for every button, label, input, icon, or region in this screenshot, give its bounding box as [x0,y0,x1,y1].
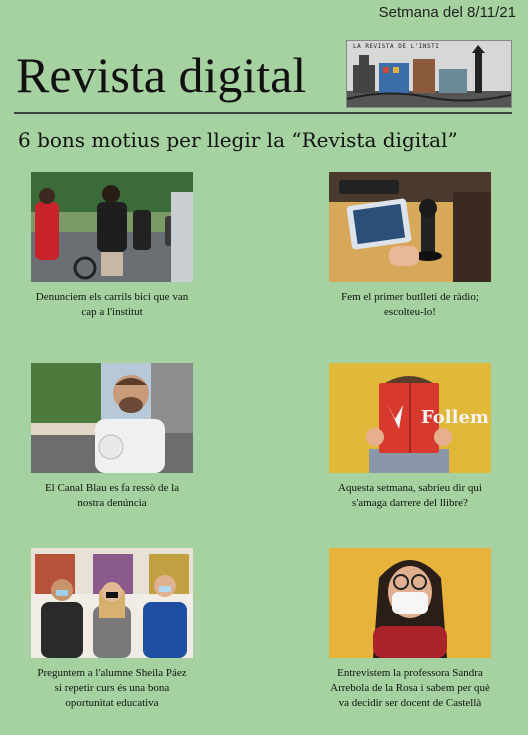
caption-line: si repetir curs és una bona [54,682,170,694]
article-caption-sandra-arrebola[interactable] [325,666,495,711]
article-photo-book[interactable] [329,363,491,473]
logo-skyline-illustration [347,41,511,107]
article-card-book[interactable] [325,363,495,511]
caption-line: Denunciem els carrils bici que van [35,291,189,303]
article-card-sheila-paez[interactable] [27,548,197,711]
caption-line: El Canal Blau es fa ressò de la [44,482,180,494]
article-card-canal-blau[interactable] [27,363,197,511]
book-cover-text: Follem [421,407,489,428]
caption-line: nostra denúncia [77,497,147,509]
logo-text: LA REVISTA DE L'INSTI [353,43,440,50]
article-photo-radio[interactable] [329,172,491,282]
article-caption-radio[interactable] [325,290,495,320]
article-photo-sheila-paez[interactable] [31,548,193,658]
caption-line: Aquesta setmana, sabríeu dir qui [338,482,482,494]
caption-line: escolteu-lo! [384,306,436,318]
article-photo-sandra-arrebola[interactable] [329,548,491,658]
article-caption-bike-lanes[interactable] [27,290,197,320]
caption-line: s'amaga darrere del llibre? [352,497,468,509]
caption-line: cap a l'institut [81,306,143,318]
issue-date: Setmana del 8/11/21 [378,4,516,21]
article-photo-canal-blau[interactable] [31,363,193,473]
article-photo-bike-lanes[interactable] [31,172,193,282]
article-caption-canal-blau[interactable] [27,481,197,511]
caption-line: Entrevistem la professora Sandra [337,667,483,679]
caption-line: va decidir ser docent de Castellà [338,697,482,709]
header-divider [14,112,512,114]
caption-line: Preguntem a l'alumne Sheila Páez [37,667,187,679]
section-headline: 6 bons motius per llegir la “Revista digital” [18,128,458,152]
magazine-title: Revista digital [16,47,307,103]
caption-line: Arrebola de la Rosa i sabem per què [330,682,490,694]
caption-line: Fem el primer butlletí de ràdio; [341,291,479,303]
article-caption-book[interactable] [325,481,495,511]
article-card-bike-lanes[interactable] [27,172,197,320]
article-card-sandra-arrebola[interactable] [325,548,495,711]
article-card-radio[interactable] [325,172,495,320]
magazine-logo [346,40,512,108]
caption-line: oportunitat educativa [65,697,159,709]
article-caption-sheila-paez[interactable] [27,666,197,711]
